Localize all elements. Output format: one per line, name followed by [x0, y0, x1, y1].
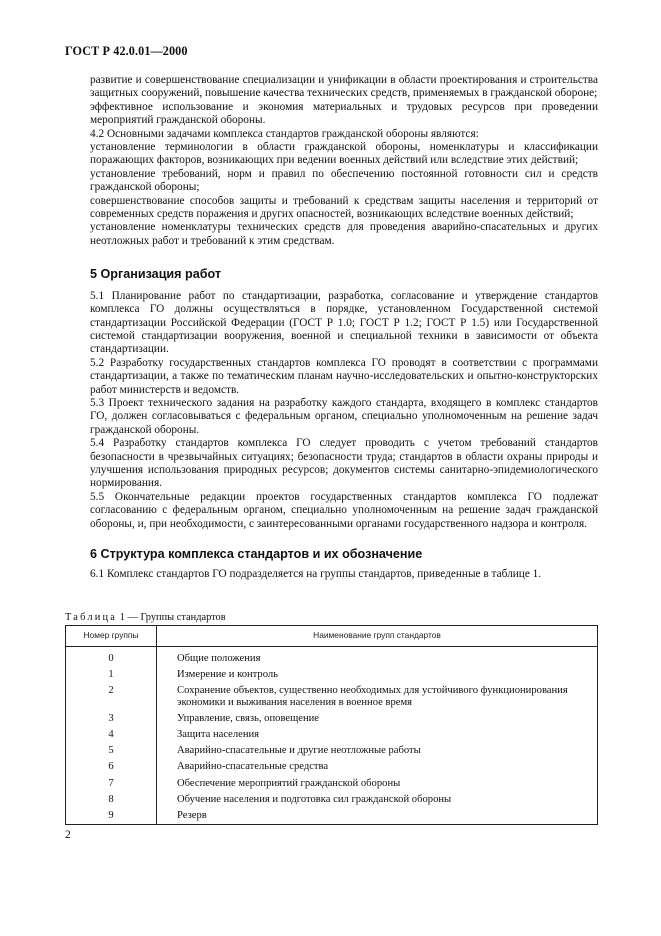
- group-name: Измерение и контроль: [157, 667, 598, 683]
- group-number: 1: [66, 667, 157, 683]
- page-number: 2: [65, 829, 71, 841]
- paragraph: эффективное использование и экономия материальных и трудовых ресурсов при проведении мероприятий гражданской обороны.: [90, 100, 598, 127]
- table-row: [66, 759, 598, 775]
- paragraph: установление номенклатуры технических средств для проведения аварийно-спасательных и других неотложных работ и требований к этим средствам.: [90, 221, 598, 247]
- group-name: Управление, связь, оповещение: [157, 711, 598, 727]
- group-number: 9: [66, 808, 157, 825]
- section-6-title: 6 Структура комплекса стандартов и их обозначение: [90, 547, 423, 561]
- paragraph: 5.3 Проект технического задания на разработку каждого стандарта, входящего в комплекс стандартов ГО, должен согласовываться с федеральным органом, специально уполномоченным на решение задач гражданской обороны.: [90, 396, 598, 436]
- group-number: 6: [66, 759, 157, 775]
- paragraph: 5.1 Планирование работ по стандартизации, разработка, согласование и утверждение стандартов комплекса ГО должны осуществляться в порядке, установленном Государственной системой стандартизации Российской Федерации (ГОСТ Р 1.0; ГОСТ Р 1.2; ГОСТ Р 1.5) или Государственной системой стандартизации вооружения, военной и специальной техники в зависимости от объекта стандартизации.: [90, 289, 598, 356]
- table-row: [66, 667, 598, 683]
- group-name: Аварийно-спасательные средства: [157, 759, 598, 775]
- main-text: [90, 74, 598, 582]
- document-header: ГОСТ Р 42.0.01—2000: [65, 44, 188, 58]
- paragraph: 6.1 Комплекс стандартов ГО подразделяется на группы стандартов, приведенные в таблице 1.: [90, 568, 542, 581]
- group-name: Аварийно-спасательные и другие неотложные работы: [157, 743, 598, 759]
- table-row: [66, 711, 598, 727]
- table-row: [66, 743, 598, 759]
- group-name: Защита населения: [157, 727, 598, 743]
- column-header-number: Номер группы: [66, 626, 157, 647]
- group-number: 3: [66, 711, 157, 727]
- table-row: [66, 683, 598, 710]
- paragraph: установление терминологии в области гражданской обороны, номенклатуры и классификации поражающих факторов, возникающих при ведении военных действий или вследствие этих действий;: [90, 141, 598, 167]
- group-number: 5: [66, 743, 157, 759]
- group-number: 0: [66, 647, 157, 668]
- paragraph: 5.4 Разработку стандартов комплекса ГО следует проводить с учетом требований стандартов безопасности в чрезвычайных ситуациях; безопасности труда; стандартов в области охраны природы и улучшения использования природных ресурсов; документов системы санитарно-эпидемиологического нормирования.: [90, 437, 598, 490]
- group-number: 8: [66, 792, 157, 808]
- table-row: [66, 727, 598, 743]
- table-caption: [65, 612, 226, 623]
- groups-table: [65, 625, 598, 825]
- group-number: 2: [66, 683, 157, 710]
- paragraph: 5.5 Окончательные редакции проектов государственных стандартов комплекса ГО подлежат согласованию с федеральным органом, специально уполномоченным на решение задач гражданской обороны, и, при необходимости, с заинтересованными органами государственного надзора и контроля.: [90, 490, 598, 530]
- paragraph: 5.2 Разработку государственных стандартов комплекса ГО проводят в соответствии с программами стандартизации, а также по тематическим планам научно-исследовательских и опытно-конструкторских работ министерств и ведомств.: [90, 356, 598, 396]
- paragraph: установление требований, норм и правил по обеспечению постоянной готовности сил и средств гражданской обороны;: [90, 167, 598, 194]
- table-header-row: [66, 626, 598, 647]
- group-name: Сохранение объектов, существенно необходимых для устойчивого функционирования экономики и выживания населения в военное время: [157, 683, 598, 710]
- group-name: Резерв: [157, 808, 598, 825]
- section-5-title: 5 Организация работ: [90, 267, 222, 282]
- table-caption-word: Таблица: [65, 612, 118, 623]
- group-name: Обеспечение мероприятий гражданской обороны: [157, 776, 598, 792]
- group-number: 4: [66, 727, 157, 743]
- column-header-name: Наименование групп стандартов: [157, 626, 598, 647]
- paragraph: 4.2 Основными задачами комплекса стандартов гражданской обороны являются:: [90, 127, 479, 140]
- table-caption-text: 1 — Группы стандартов: [119, 612, 226, 623]
- table-row: [66, 776, 598, 792]
- table-row: [66, 808, 598, 825]
- group-name: Обучение населения и подготовка сил гражданской обороны: [157, 792, 598, 808]
- paragraph: совершенствование способов защиты и требований к средствам защиты населения и территорий от современных средств поражения и других опасностей, возникающих вследствие военных действий;: [90, 194, 598, 221]
- table-row: [66, 792, 598, 808]
- paragraph: развитие и совершенствование специализации и унификации в области проектирования и строительства защитных сооружений, повышение качества технических средств, применяемых в гражданской обороне;: [90, 74, 598, 100]
- group-name: Общие положения: [157, 647, 598, 668]
- group-number: 7: [66, 776, 157, 792]
- table-row: [66, 647, 598, 668]
